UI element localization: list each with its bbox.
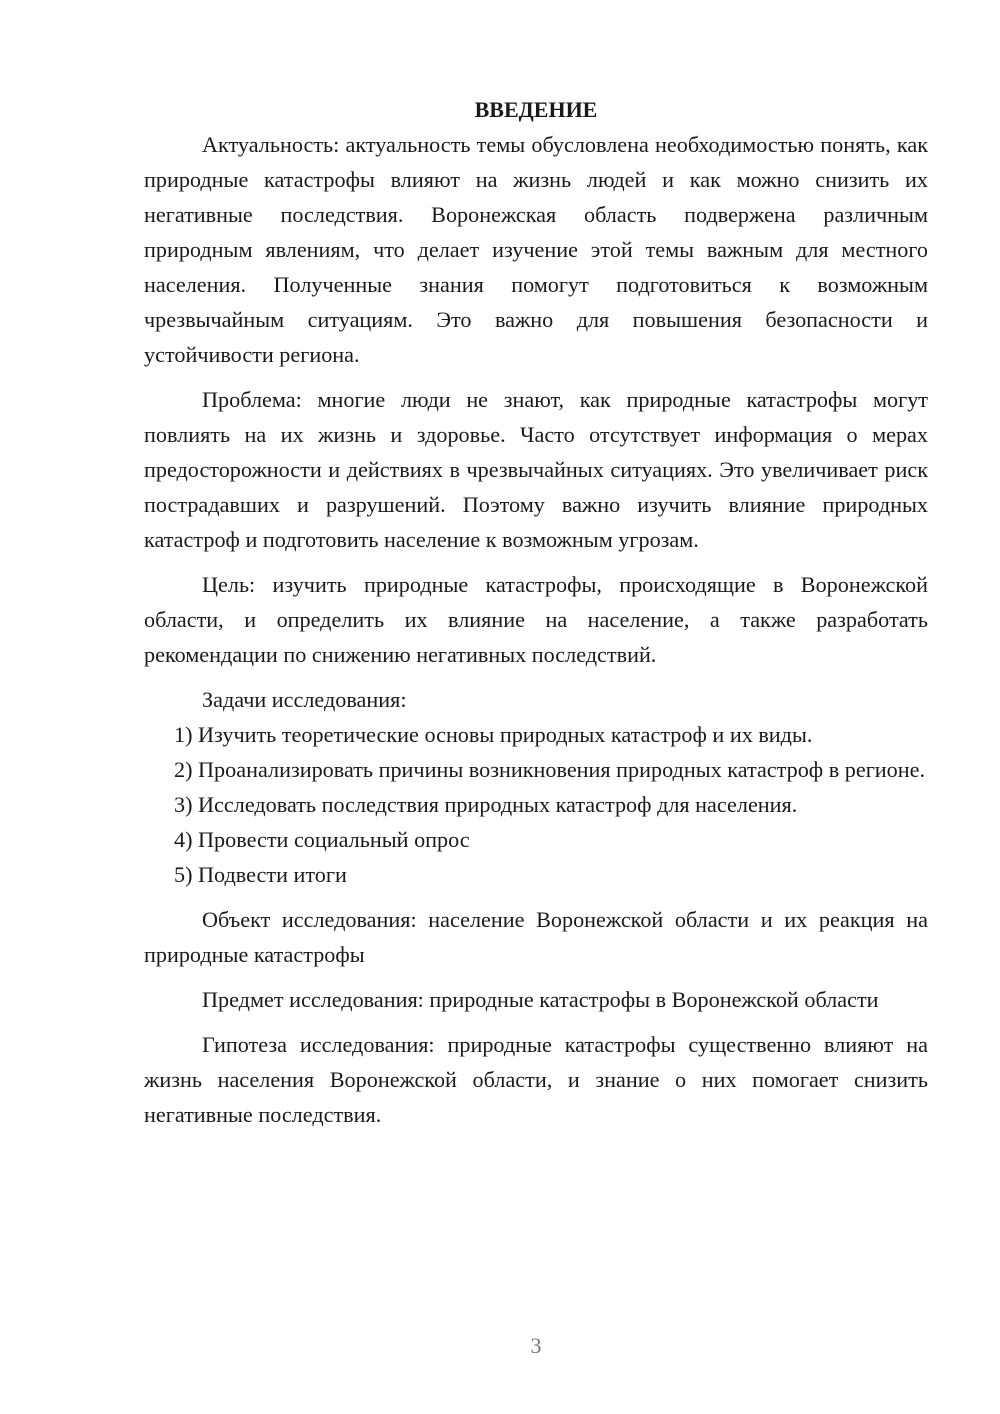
tasks-title: Задачи исследования:: [202, 687, 407, 712]
task-item-3: 3) Исследовать последствия природных катастроф для населения.: [174, 792, 798, 817]
page-number: 3: [530, 1333, 542, 1358]
paragraph-goal: Цель: изучить природные катастрофы, происходящие в Воронежской области, и определить их влияние на население, а также разработать рекомендации по снижению негативных последствий.: [144, 572, 928, 667]
paragraph-problem: Проблема: многие люди не знают, как природные катастрофы могут повлиять на их жизнь и здоровье. Часто отсутствует информация о мерах предосторожности и действиях в чрезвычайных ситуациях. Это увеличивает риск пострадавших и разрушений. Поэтому важно изучить влияние природных катастроф и подготовить население к возможным угрозам.: [144, 387, 928, 552]
paragraph-relevance: Актуальность: актуальность темы обусловлена необходимостью понять, как природные катастрофы влияют на жизнь людей и как можно снизить их негативные последствия. Воронежская область подвержена различным природным явлениям, что делает изучение этой темы важным для местного населения. Полученные знания помогут подготовиться к возможным чрезвычайным ситуациям. Это важно для повышения безопасности и устойчивости региона.: [144, 132, 928, 367]
tasks-list: [144, 717, 928, 892]
task-item-5: 5) Подвести итоги: [174, 862, 347, 887]
paragraph-object: Объект исследования: население Воронежской области и их реакция на природные катастрофы: [144, 907, 928, 967]
task-item-1: 1) Изучить теоретические основы природных катастроф и их виды.: [174, 722, 813, 747]
task-item-4: 4) Провести социальный опрос: [174, 827, 470, 852]
paragraph-hypothesis: Гипотеза исследования: природные катастрофы существенно влияют на жизнь населения Воронежской области, и знание о них помогает снизить негативные последствия.: [144, 1032, 928, 1127]
page-title: ВВЕДЕНИЕ: [474, 97, 598, 122]
document-body: [144, 92, 928, 1132]
paragraph-subject: Предмет исследования: природные катастрофы в Воронежской области: [202, 987, 879, 1012]
task-item-2: 2) Проанализировать причины возникновения природных катастроф в регионе.: [174, 757, 926, 782]
